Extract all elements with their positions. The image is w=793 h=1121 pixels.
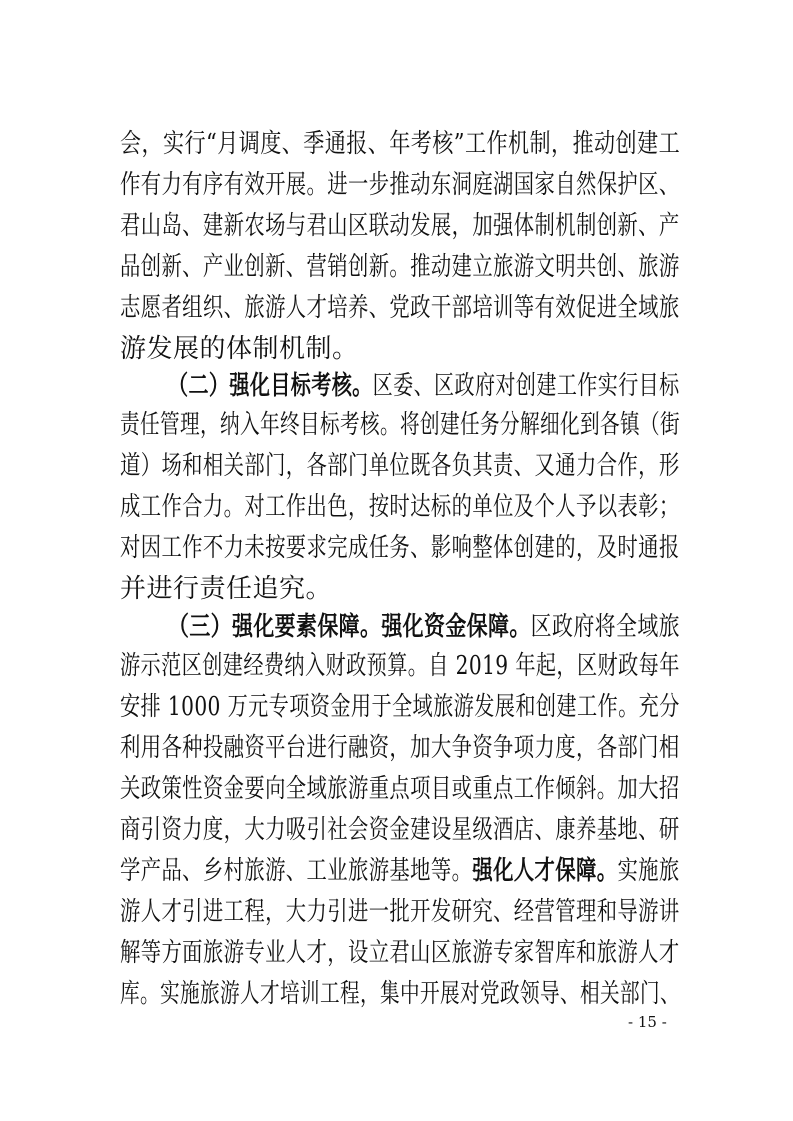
inline-heading: 强化人才保障。: [472, 856, 618, 886]
body-text: 学产品、乡村旅游、工业旅游基地等。: [120, 856, 473, 886]
body-text: 区政府将全域旅: [530, 612, 681, 642]
body-text-line: 成工作合力。对工作出色，按时达标的单位及个人予以表彰；: [120, 492, 680, 522]
body-text-line: 君山岛、建新农场与君山区联动发展，加强体制机制创新、产: [120, 211, 680, 241]
body-text-line: 利用各种投融资平台进行融资，加大争资争项力度，各部门相: [120, 733, 680, 763]
body-text-line: 会，实行“月调度、季通报、年考核”工作机制，推动创建工: [120, 129, 681, 159]
paragraph-first-line: [168, 607, 681, 647]
section-heading: （三）强化要素保障。强化资金保障。: [168, 612, 531, 642]
body-text-line: 志愿者组织、旅游人才培养、党政干部培训等有效促进全域旅: [120, 293, 680, 323]
body-text-line: 关政策性资金要向全域旅游重点项目或重点工作倾斜。加大招: [120, 774, 680, 804]
body-text-line: 道）场和相关部门，各部门单位既各负其责、又通力合作，形: [120, 451, 680, 481]
body-text-line: 游发展的体制机制。: [120, 334, 359, 364]
body-text-line: 责任管理，纳入年终目标考核。将创建任务分解细化到各镇（街: [120, 410, 680, 440]
body-text-line: [120, 851, 680, 891]
page-number: - 15 -: [628, 1013, 667, 1031]
body-text-line: 商引资力度，大力吸引社会资金建设星级酒店、康养基地、研: [120, 815, 680, 845]
body-text-line: 作有力有序有效开展。进一步推动东洞庭湖国家自然保护区、: [120, 170, 680, 200]
body-text-line: 安排 1000 万元专项资金用于全域旅游发展和创建工作。充分: [120, 692, 680, 722]
body-text-line: 游人才引进工程，大力引进一批开发研究、经营管理和导游讲: [120, 897, 680, 927]
body-text: 区委、区政府对创建工作实行目标: [372, 371, 680, 401]
body-text-line: 品创新、产业创新、营销创新。推动建立旅游文明共创、旅游: [120, 252, 680, 282]
body-text-line: 解等方面旅游专业人才，设立君山区旅游专家智库和旅游人才: [120, 938, 680, 968]
body-text-line: 对因工作不力未按要求完成任务、影响整体创建的，及时通报: [120, 533, 680, 563]
paragraph-first-line: [168, 366, 680, 406]
body-text: 实施旅: [617, 856, 680, 886]
body-text-line: 游示范区创建经费纳入财政预算。自 2019 年起，区财政每年: [120, 651, 680, 681]
body-text-line: 库。实施旅游人才培训工程，集中开展对党政领导、相关部门、: [120, 979, 680, 1009]
section-heading: （二）强化目标考核。: [168, 371, 373, 401]
body-text-line: 并进行责任追究。: [120, 574, 333, 604]
